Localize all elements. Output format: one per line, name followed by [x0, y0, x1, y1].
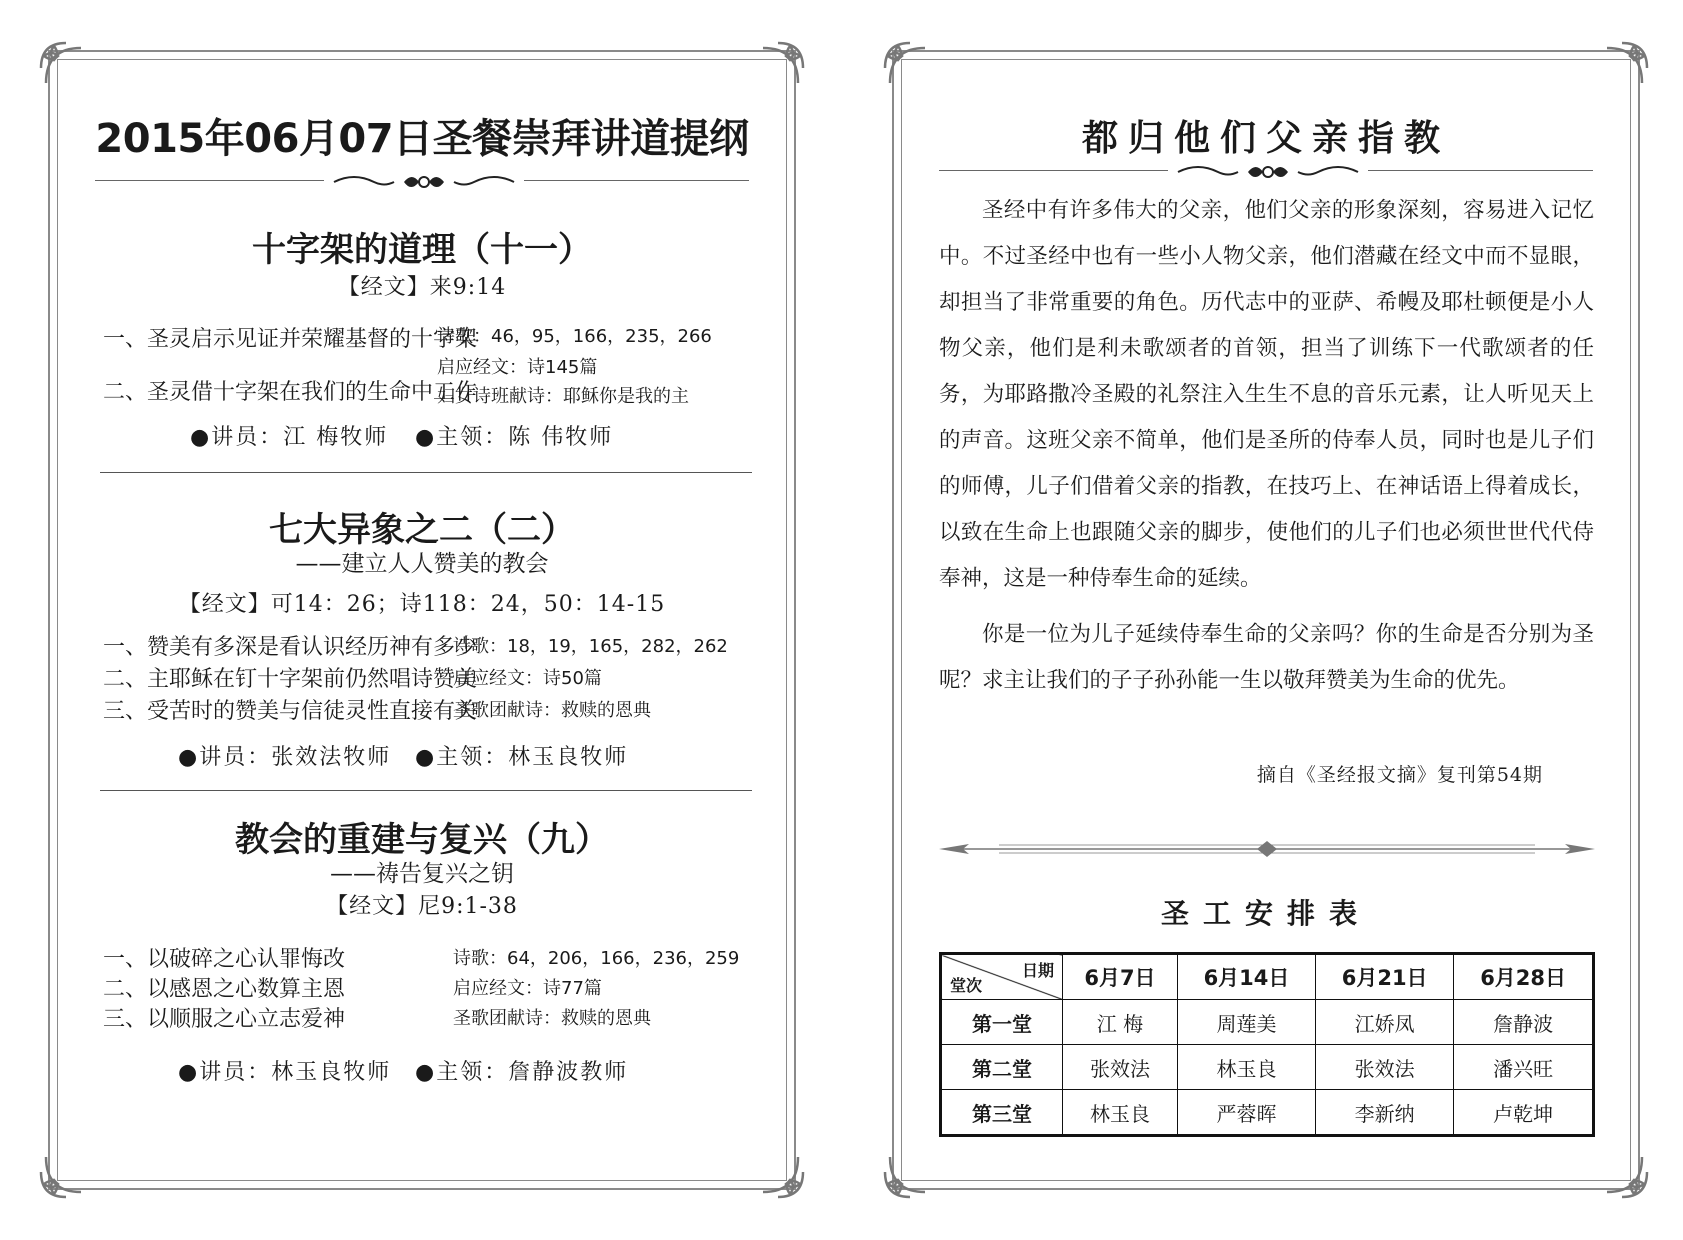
section-divider	[100, 472, 752, 473]
outline-point: 一、赞美有多深是看认识经历神有多少	[103, 635, 478, 660]
hymn-info: 启应经文：诗145篇	[437, 357, 598, 378]
right-page	[892, 50, 1640, 1190]
sermon-title: 十字架的道理（十一）	[252, 230, 592, 270]
table-row	[941, 1090, 1594, 1136]
leader: ●主领：詹静波教师	[415, 1060, 629, 1085]
hymn-info: 启应经文：诗77篇	[453, 978, 602, 999]
table-cell: 江娇凤	[1316, 1000, 1454, 1045]
date-header: 6月7日	[1063, 954, 1178, 1000]
hymn-info: 诗歌：18，19，165，282，262	[453, 636, 728, 657]
schedule-table	[939, 952, 1595, 1137]
corner-ornament-icon	[748, 1142, 808, 1202]
speaker: ●讲员：林玉良牧师	[178, 1060, 392, 1085]
flourish-ornament-icon	[324, 170, 524, 194]
outline-point: 二、以感恩之心数算主恩	[103, 977, 346, 1002]
corner-label-service: 堂次	[950, 976, 983, 995]
corner-ornament-icon	[36, 38, 96, 98]
sermon-subtitle: ——祷告复兴之钥	[330, 861, 514, 887]
corner-label-date: 日期	[1021, 961, 1054, 980]
date-header: 6月14日	[1177, 954, 1315, 1000]
leader: ●主领：林玉良牧师	[415, 745, 629, 770]
corner-ornament-icon	[748, 38, 808, 98]
article-paragraph: 圣经中有许多伟大的父亲，他们父亲的形象深刻，容易进入记忆中。不过圣经中也有一些小人物父亲，他们潜藏在经文中而不显眼，却担当了非常重要的角色。历代志中的亚萨、希幔及耶杜顿便是小人物父亲，他们是利未歌颂者的首领，担当了训练下一代歌颂者的任务，为耶路撒冷圣殿的礼祭注入生生不息的音乐元素，让人听见天上的声音。这班父亲不简单，他们是圣所的侍奉人员，同时也是儿子们的师傅，儿子们借着父亲的指教，在技巧上、在神话语上得着成长，以致在生命上也跟随父亲的脚步，使他们的儿子们也必须世世代代侍奉神，这是一种侍奉生命的延续。	[939, 198, 1594, 591]
scripture-reference: 【经文】来9:14	[337, 275, 507, 300]
corner-ornament-icon	[36, 1142, 96, 1202]
hymn-info: 圣歌团献诗：救赎的恩典	[453, 700, 651, 721]
corner-ornament-icon	[1592, 1142, 1652, 1202]
sermon-subtitle: ——建立人人赞美的教会	[295, 551, 549, 577]
scripture-reference: 【经文】可14：26；诗118：24，50：14-15	[178, 592, 666, 617]
article-source: 摘自《圣经报文摘》复刊第54期	[1256, 764, 1543, 786]
hymn-info: 诗歌：64，206，166，236，259	[453, 948, 740, 969]
hymn-info: 妇女诗班献诗：耶稣你是我的主	[437, 386, 689, 407]
table-cell: 周莲美	[1177, 1000, 1315, 1045]
flourish-ornament-icon	[1168, 160, 1368, 184]
service-label: 第三堂	[941, 1090, 1063, 1136]
table-cell: 林玉良	[1063, 1090, 1178, 1136]
section-divider	[100, 790, 752, 791]
table-cell: 严蓉晖	[1177, 1090, 1315, 1136]
hymn-info: 启应经文：诗50篇	[453, 668, 602, 689]
article-paragraph: 你是一位为儿子延续侍奉生命的父亲吗？你的生命是否分别为圣呢？求主让我们的子子孙孙能一生以敬拜赞美为生命的优先。	[939, 622, 1594, 693]
schedule-title: 圣工安排表	[1160, 897, 1371, 930]
table-cell: 卢乾坤	[1454, 1090, 1594, 1136]
corner-ornament-icon	[880, 1142, 940, 1202]
sermon-title: 教会的重建与复兴（九）	[235, 820, 609, 860]
table-header-row	[941, 954, 1594, 1000]
header-corner-cell	[941, 954, 1063, 1000]
date-header: 6月28日	[1454, 954, 1594, 1000]
speaker: ●讲员：江 梅牧师	[190, 425, 389, 450]
scripture-reference: 【经文】尼9:1-38	[326, 894, 518, 919]
service-label: 第一堂	[941, 1000, 1063, 1045]
service-label: 第二堂	[941, 1045, 1063, 1090]
table-cell: 张效法	[1063, 1045, 1178, 1090]
corner-ornament-icon	[880, 38, 940, 98]
table-cell: 李新纳	[1316, 1090, 1454, 1136]
table-cell: 张效法	[1316, 1045, 1454, 1090]
table-cell: 詹静波	[1454, 1000, 1594, 1045]
hymn-info: 诗歌：46，95，166，235，266	[437, 326, 712, 347]
leader: ●主领：陈 伟牧师	[415, 425, 614, 450]
date-header: 6月21日	[1316, 954, 1454, 1000]
table-cell: 江 梅	[1063, 1000, 1178, 1045]
outline-point: 三、以顺服之心立志爱神	[103, 1007, 346, 1032]
arrow-divider-icon	[939, 837, 1595, 861]
page-title: 2015年06月07日圣餐崇拜讲道提纲	[95, 116, 749, 162]
outline-point: 二、主耶稣在钉十字架前仍然唱诗赞美	[103, 667, 478, 692]
outline-point: 二、圣灵借十字架在我们的生命中工作	[103, 380, 478, 405]
table-row	[941, 1000, 1594, 1045]
outline-point: 一、以破碎之心认罪悔改	[103, 947, 346, 972]
article-title: 都归他们父亲指教	[1081, 118, 1450, 159]
speaker: ●讲员：张效法牧师	[178, 745, 392, 770]
sermon-title: 七大异象之二（二）	[269, 510, 575, 550]
left-page	[48, 50, 796, 1190]
corner-ornament-icon	[1592, 38, 1652, 98]
outline-point: 一、圣灵启示见证并荣耀基督的十字架	[103, 327, 478, 352]
table-row	[941, 1045, 1594, 1090]
outline-point: 三、受苦时的赞美与信徒灵性直接有关	[103, 699, 478, 724]
table-cell: 林玉良	[1177, 1045, 1315, 1090]
hymn-info: 圣歌团献诗：救赎的恩典	[453, 1008, 651, 1029]
table-cell: 潘兴旺	[1454, 1045, 1594, 1090]
